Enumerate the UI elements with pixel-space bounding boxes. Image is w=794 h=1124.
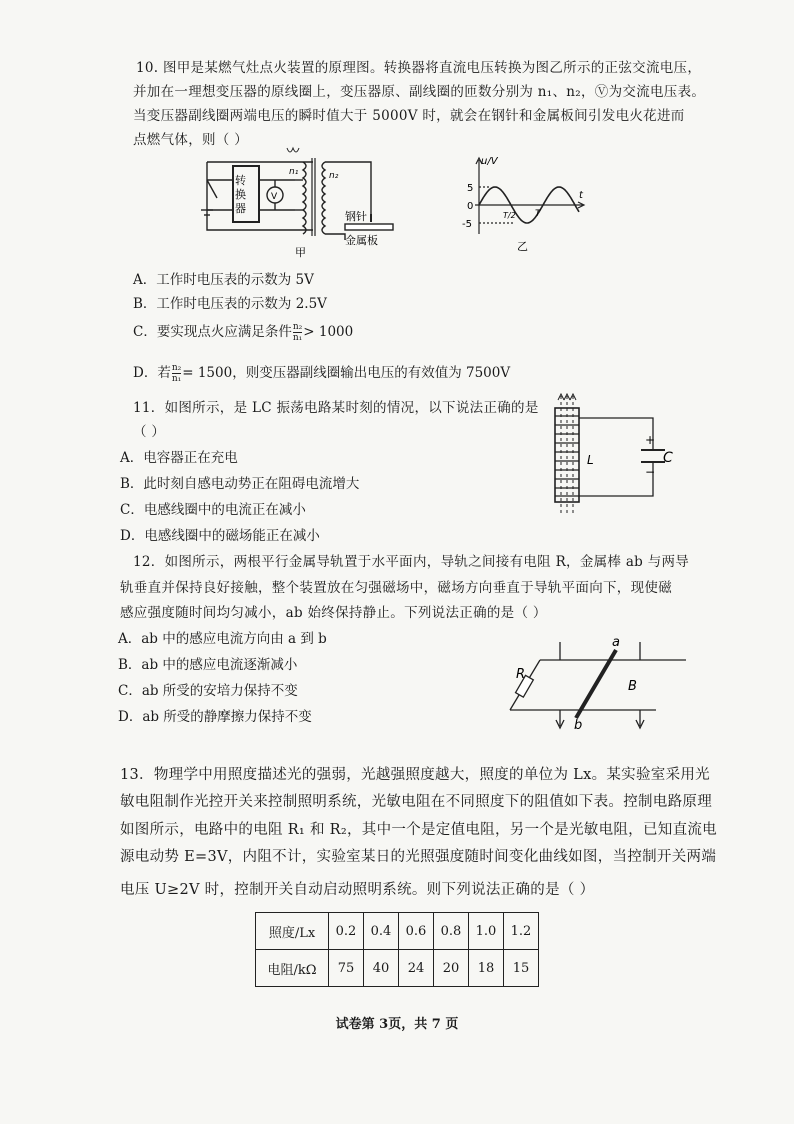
q10-option-c-fraction — [293, 322, 302, 343]
frac-denominator: n₁ — [292, 333, 303, 343]
table-row-label: 照度/Lx — [256, 913, 329, 950]
q10-option-d-rest: = 1500，则变压器副线圈输出电压的有效值为 7500V — [182, 365, 511, 381]
waveform-xlabel: t — [579, 190, 583, 201]
table-cell: 0.2 — [329, 913, 364, 950]
q10-option-a: A．工作时电压表的示数为 5V — [133, 272, 314, 288]
table-row-label: 电阻/kΩ — [256, 950, 329, 987]
converter-label-3: 器 — [235, 202, 246, 215]
q12-stem-line1: 12．如图所示，两根平行金属导轨置于水平面内，导轨之间接有电阻 R，金属棒 ab 与两导 — [133, 554, 690, 570]
capacitor-minus-sign: − — [645, 465, 656, 479]
q11-option-a: A．电容器正在充电 — [120, 450, 238, 466]
fig-b-caption: 乙 — [517, 240, 528, 253]
table-cell: 75 — [329, 950, 364, 987]
q10-option-d-fraction — [172, 363, 181, 384]
fig-a-caption: 甲 — [295, 246, 306, 259]
waveform-ylabel: u/V — [481, 156, 498, 167]
q13-stem-line5: 电压 U≥2V 时，控制开关自动启动照明系统。则下列说法正确的是（ ） — [120, 882, 595, 898]
page-footer: 试卷第 3页，共 7 页 — [335, 1017, 459, 1032]
q12-option-d: D．ab 所受的静摩擦力保持不变 — [118, 709, 312, 725]
n2-label: n₂ — [329, 171, 339, 181]
q11-option-c: C．电感线圈中的电流正在减小 — [120, 502, 306, 518]
tick-5: 5 — [467, 183, 474, 194]
q11-option-b: B．此时刻自感电动势正在阻碍电流增大 — [120, 476, 360, 492]
q11-option-d: D．电感线圈中的磁场能正在减小 — [120, 528, 320, 544]
n1-label: n₁ — [289, 167, 299, 177]
q10-stem-line1: 10. 图甲是某燃气灶点火装置的原理图。转换器将直流电压转换为图乙所示的正弦交流电压， — [136, 60, 702, 76]
tick-minus5: -5 — [462, 219, 472, 230]
q10-option-b: B．工作时电压表的示数为 2.5V — [133, 296, 327, 312]
plate-label: 金属板 — [345, 234, 378, 247]
q13-stem-line3: 如图所示，电路中的电阻 R₁ 和 R₂，其中一个是定值电阻，另一个是光敏电阻，已知直流电 — [120, 822, 717, 838]
tick-period: T — [535, 209, 541, 219]
frac-denominator: n₁ — [171, 374, 182, 384]
needle-label: 钢针 — [345, 210, 367, 223]
table-cell: 0.6 — [399, 913, 434, 950]
table-cell: 1.2 — [504, 913, 539, 950]
q12-stem-line2: 轨垂直并保持良好接触，整个装置放在匀强磁场中，磁场方向垂直于导轨平面向下，现使磁 — [120, 580, 672, 596]
table-cell: 24 — [399, 950, 434, 987]
table-cell: 0.4 — [364, 913, 399, 950]
q13-stem-line1: 13．物理学中用照度描述光的强弱，光越强照度越大，照度的单位为 Lx。某实验室采用光 — [120, 767, 710, 783]
q13-stem-line4: 源电动势 E=3V，内阻不计，实验室某日的光照强度随时间变化曲线如图，当控制开关两端 — [120, 849, 717, 865]
tick-half-period: T/2 — [503, 211, 516, 220]
q12-option-c: C．ab 所受的安培力保持不变 — [118, 683, 298, 699]
field-label: B — [628, 679, 637, 694]
table-cell: 20 — [434, 950, 469, 987]
q10-stem-line3: 当变压器副线圈两端电压的瞬时值大于 5000V 时，就会在钢针和金属板间引发电火花进而 — [133, 108, 685, 124]
q10-option-c-cond: > 1000 — [303, 324, 354, 340]
q10-figure-waveform — [455, 150, 595, 255]
q13-stem-line2: 敏电阻制作光控开关来控制照明系统，光敏电阻在不同照度下的阻值如下表。控制电路原理 — [120, 794, 712, 810]
table-cell: 40 — [364, 950, 399, 987]
frac-numerator: n₂ — [292, 322, 303, 332]
q10-option-c-text: C．要实现点火应满足条件 — [133, 324, 292, 340]
capacitor-plus-sign: + — [645, 433, 656, 447]
capacitor-label: C — [663, 450, 673, 466]
rod-end-a: a — [612, 635, 620, 650]
q11-stem-line1: 11．如图所示，是 LC 振荡电路某时刻的情况，以下说法正确的是 — [133, 400, 539, 416]
q10-option-d — [133, 361, 510, 384]
voltmeter-icon: V — [271, 192, 278, 202]
q12-stem-line3: 感应强度随时间均匀减小，ab 始终保持静止。下列说法正确的是（ ） — [120, 605, 547, 621]
converter-label-2: 换 — [235, 188, 246, 201]
table-cell: 0.8 — [434, 913, 469, 950]
q12-figure-rails — [500, 632, 690, 732]
converter-label-1: 转 — [235, 174, 246, 187]
q12-option-a: A．ab 中的感应电流方向由 a 到 b — [118, 631, 327, 647]
q10-figure-circuit — [195, 140, 405, 260]
frac-numerator: n₂ — [171, 363, 182, 373]
rod-end-b: b — [574, 718, 583, 732]
q12-option-b: B．ab 中的感应电流逐渐减小 — [118, 657, 298, 673]
q10-stem-line2: 并加在一理想变压器的原线圈上，变压器原、副线圈的匝数分别为 n₁、n₂，Ⓥ为交流电压表。 — [133, 84, 706, 100]
q10-stem-line4: 点燃气体，则（ ） — [133, 132, 248, 148]
table-cell: 18 — [469, 950, 504, 987]
resistor-label: R — [516, 667, 526, 682]
q10-option-d-text: D．若 — [133, 365, 171, 381]
q10-option-c — [133, 320, 353, 343]
table-row — [256, 913, 539, 950]
table-cell: 15 — [504, 950, 539, 987]
tick-0: 0 — [467, 201, 474, 212]
inductor-label: L — [587, 453, 594, 467]
illuminance-resistance-table — [255, 912, 539, 987]
q11-figure-lc-circuit — [545, 392, 680, 522]
table-cell: 1.0 — [469, 913, 504, 950]
table-row — [256, 950, 539, 987]
q11-stem-line2: （ ） — [133, 424, 166, 440]
